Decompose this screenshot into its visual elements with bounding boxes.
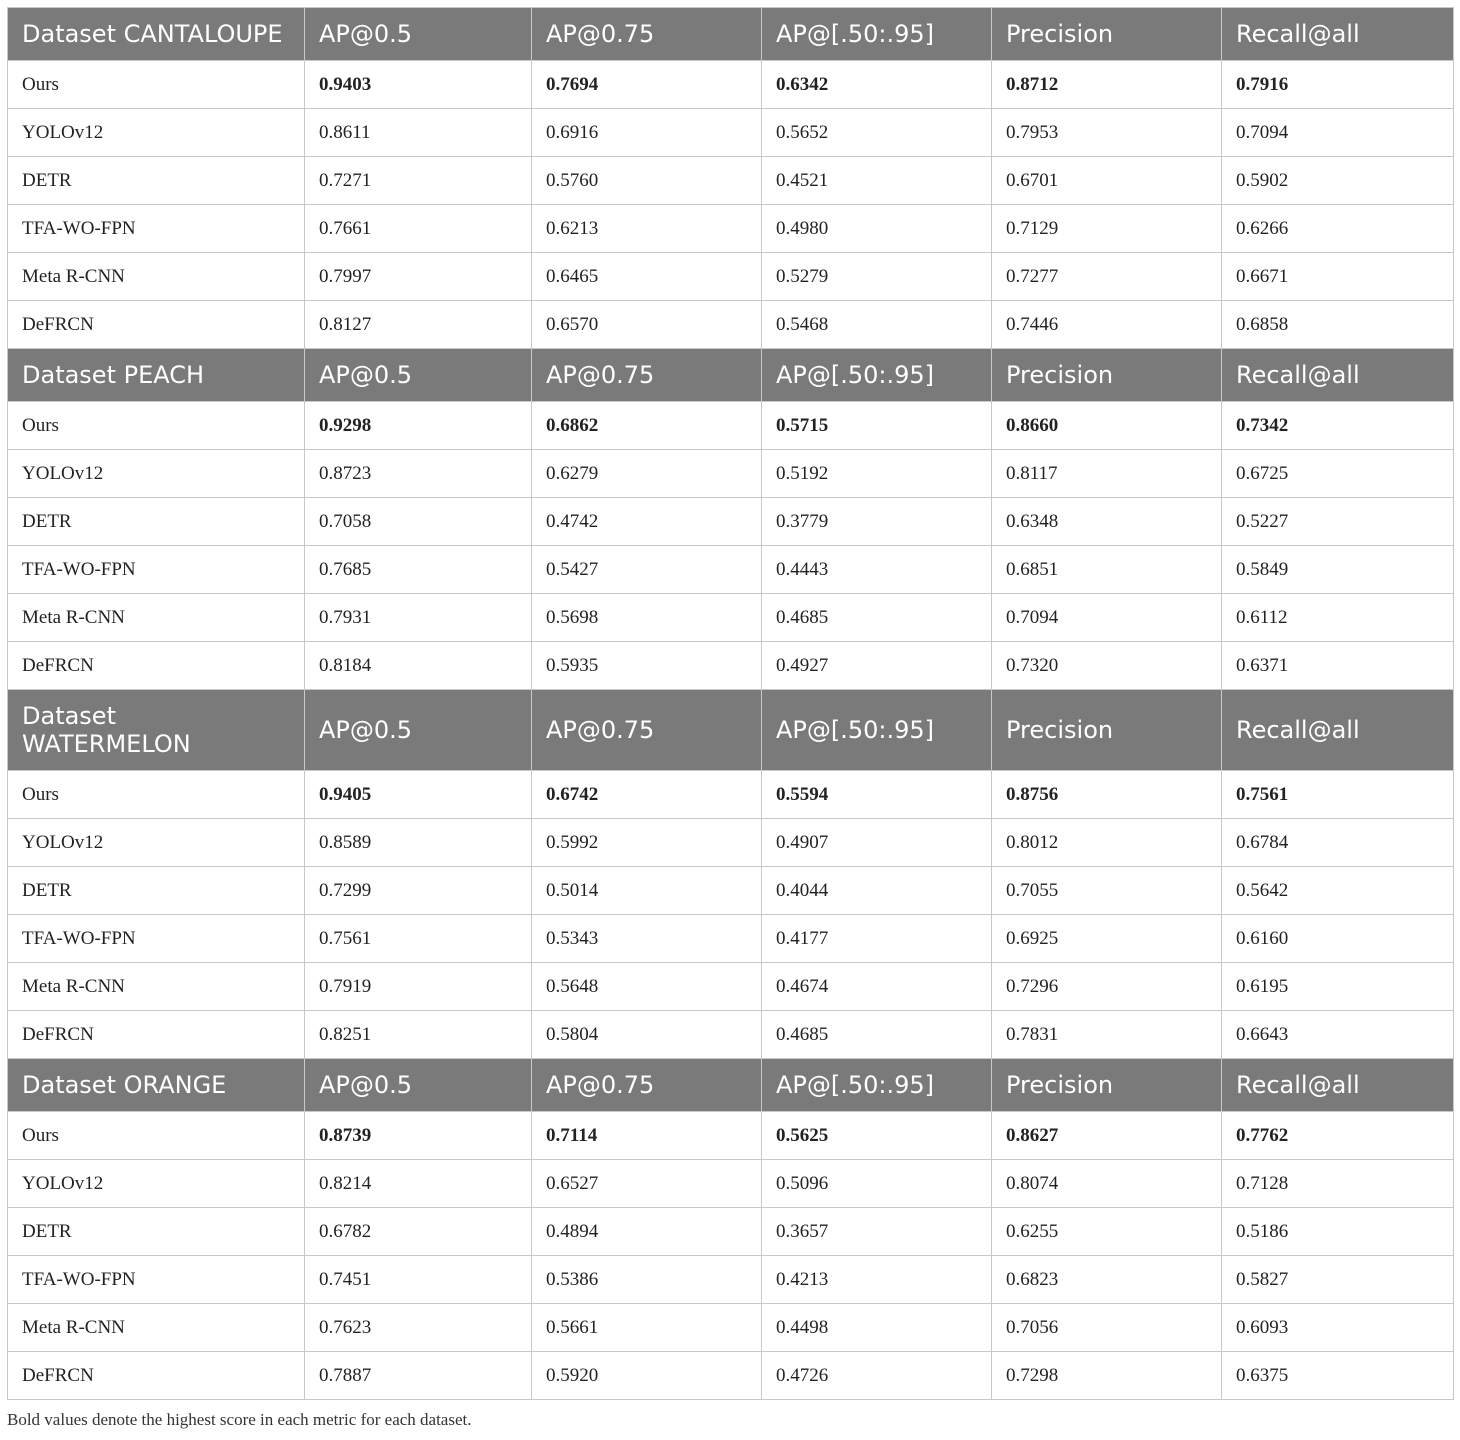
table-row <box>8 498 1454 546</box>
value-cell: 0.6342 <box>762 61 992 109</box>
value-cell: 0.5652 <box>762 109 992 157</box>
value-cell: 0.8184 <box>305 642 532 690</box>
value-cell: 0.4894 <box>532 1208 762 1256</box>
value-cell: 0.4674 <box>762 963 992 1011</box>
value-cell: 0.4685 <box>762 1011 992 1059</box>
value-cell: 0.7997 <box>305 253 532 301</box>
method-cell: Meta R-CNN <box>8 594 305 642</box>
value-cell: 0.7296 <box>992 963 1222 1011</box>
table-body <box>8 8 1454 1400</box>
table-row <box>8 867 1454 915</box>
value-cell: 0.6784 <box>1222 819 1454 867</box>
value-cell: 0.5992 <box>532 819 762 867</box>
table-row <box>8 109 1454 157</box>
value-cell: 0.5715 <box>762 402 992 450</box>
value-cell: 0.6465 <box>532 253 762 301</box>
column-header: Recall@all <box>1222 690 1454 771</box>
value-cell: 0.5014 <box>532 867 762 915</box>
value-cell: 0.7685 <box>305 546 532 594</box>
method-cell: DeFRCN <box>8 1352 305 1400</box>
value-cell: 0.8012 <box>992 819 1222 867</box>
table-row <box>8 963 1454 1011</box>
section-header-orange <box>8 1059 1454 1112</box>
value-cell: 0.6093 <box>1222 1304 1454 1352</box>
method-cell: DeFRCN <box>8 642 305 690</box>
value-cell: 0.4980 <box>762 205 992 253</box>
value-cell: 0.8660 <box>992 402 1222 450</box>
table-row <box>8 915 1454 963</box>
value-cell: 0.8739 <box>305 1112 532 1160</box>
value-cell: 0.6371 <box>1222 642 1454 690</box>
value-cell: 0.4927 <box>762 642 992 690</box>
dataset-label: Dataset CANTALOUPE <box>8 8 305 61</box>
value-cell: 0.5625 <box>762 1112 992 1160</box>
value-cell: 0.6671 <box>1222 253 1454 301</box>
value-cell: 0.6742 <box>532 771 762 819</box>
value-cell: 0.4726 <box>762 1352 992 1400</box>
value-cell: 0.9405 <box>305 771 532 819</box>
method-cell: TFA-WO-FPN <box>8 915 305 963</box>
section-header-peach <box>8 349 1454 402</box>
value-cell: 0.6195 <box>1222 963 1454 1011</box>
value-cell: 0.7271 <box>305 157 532 205</box>
column-header: Recall@all <box>1222 1059 1454 1112</box>
table-row <box>8 205 1454 253</box>
value-cell: 0.6782 <box>305 1208 532 1256</box>
value-cell: 0.5920 <box>532 1352 762 1400</box>
value-cell: 0.7320 <box>992 642 1222 690</box>
value-cell: 0.8127 <box>305 301 532 349</box>
value-cell: 0.5849 <box>1222 546 1454 594</box>
value-cell: 0.5804 <box>532 1011 762 1059</box>
value-cell: 0.4443 <box>762 546 992 594</box>
value-cell: 0.7451 <box>305 1256 532 1304</box>
method-cell: Meta R-CNN <box>8 253 305 301</box>
method-cell: TFA-WO-FPN <box>8 205 305 253</box>
value-cell: 0.7831 <box>992 1011 1222 1059</box>
section-header-watermelon <box>8 690 1454 771</box>
value-cell: 0.5427 <box>532 546 762 594</box>
value-cell: 0.6862 <box>532 402 762 450</box>
table-row <box>8 402 1454 450</box>
value-cell: 0.8611 <box>305 109 532 157</box>
value-cell: 0.7623 <box>305 1304 532 1352</box>
table-row <box>8 642 1454 690</box>
value-cell: 0.5192 <box>762 450 992 498</box>
value-cell: 0.5343 <box>532 915 762 963</box>
column-header: Precision <box>992 1059 1222 1112</box>
value-cell: 0.8214 <box>305 1160 532 1208</box>
value-cell: 0.6160 <box>1222 915 1454 963</box>
table-row <box>8 157 1454 205</box>
value-cell: 0.5661 <box>532 1304 762 1352</box>
value-cell: 0.6725 <box>1222 450 1454 498</box>
value-cell: 0.6255 <box>992 1208 1222 1256</box>
method-cell: YOLOv12 <box>8 450 305 498</box>
value-cell: 0.7128 <box>1222 1160 1454 1208</box>
table-row <box>8 1208 1454 1256</box>
column-header: AP@0.5 <box>305 8 532 61</box>
value-cell: 0.5386 <box>532 1256 762 1304</box>
table-row <box>8 594 1454 642</box>
value-cell: 0.5227 <box>1222 498 1454 546</box>
value-cell: 0.6823 <box>992 1256 1222 1304</box>
value-cell: 0.5827 <box>1222 1256 1454 1304</box>
value-cell: 0.6851 <box>992 546 1222 594</box>
value-cell: 0.7762 <box>1222 1112 1454 1160</box>
value-cell: 0.6858 <box>1222 301 1454 349</box>
value-cell: 0.7298 <box>992 1352 1222 1400</box>
table-row <box>8 771 1454 819</box>
method-cell: DETR <box>8 498 305 546</box>
value-cell: 0.7916 <box>1222 61 1454 109</box>
method-cell: YOLOv12 <box>8 109 305 157</box>
value-cell: 0.6570 <box>532 301 762 349</box>
column-header: AP@[.50:.95] <box>762 349 992 402</box>
value-cell: 0.6279 <box>532 450 762 498</box>
value-cell: 0.6527 <box>532 1160 762 1208</box>
column-header: AP@0.5 <box>305 690 532 771</box>
value-cell: 0.8756 <box>992 771 1222 819</box>
value-cell: 0.5760 <box>532 157 762 205</box>
column-header: Precision <box>992 349 1222 402</box>
value-cell: 0.8712 <box>992 61 1222 109</box>
value-cell: 0.4685 <box>762 594 992 642</box>
value-cell: 0.4521 <box>762 157 992 205</box>
value-cell: 0.6916 <box>532 109 762 157</box>
value-cell: 0.7953 <box>992 109 1222 157</box>
column-header: Precision <box>992 690 1222 771</box>
column-header: AP@0.75 <box>532 690 762 771</box>
method-cell: YOLOv12 <box>8 819 305 867</box>
value-cell: 0.7129 <box>992 205 1222 253</box>
value-cell: 0.4177 <box>762 915 992 963</box>
value-cell: 0.6112 <box>1222 594 1454 642</box>
column-header: AP@0.75 <box>532 349 762 402</box>
value-cell: 0.4742 <box>532 498 762 546</box>
value-cell: 0.7561 <box>305 915 532 963</box>
method-cell: DETR <box>8 867 305 915</box>
table-row <box>8 1304 1454 1352</box>
column-header: AP@[.50:.95] <box>762 690 992 771</box>
value-cell: 0.3657 <box>762 1208 992 1256</box>
value-cell: 0.9403 <box>305 61 532 109</box>
column-header: AP@[.50:.95] <box>762 1059 992 1112</box>
table-row <box>8 450 1454 498</box>
value-cell: 0.5902 <box>1222 157 1454 205</box>
value-cell: 0.7056 <box>992 1304 1222 1352</box>
value-cell: 0.8074 <box>992 1160 1222 1208</box>
table-row <box>8 1352 1454 1400</box>
value-cell: 0.7919 <box>305 963 532 1011</box>
results-table <box>7 7 1454 1400</box>
value-cell: 0.8251 <box>305 1011 532 1059</box>
value-cell: 0.7887 <box>305 1352 532 1400</box>
column-header: AP@0.75 <box>532 1059 762 1112</box>
value-cell: 0.5279 <box>762 253 992 301</box>
value-cell: 0.7094 <box>1222 109 1454 157</box>
value-cell: 0.4213 <box>762 1256 992 1304</box>
column-header: AP@[.50:.95] <box>762 8 992 61</box>
value-cell: 0.5698 <box>532 594 762 642</box>
table-row <box>8 61 1454 109</box>
value-cell: 0.4044 <box>762 867 992 915</box>
value-cell: 0.8589 <box>305 819 532 867</box>
table-row <box>8 253 1454 301</box>
value-cell: 0.7299 <box>305 867 532 915</box>
method-cell: Meta R-CNN <box>8 1304 305 1352</box>
value-cell: 0.7931 <box>305 594 532 642</box>
value-cell: 0.7055 <box>992 867 1222 915</box>
method-cell: YOLOv12 <box>8 1160 305 1208</box>
value-cell: 0.4498 <box>762 1304 992 1352</box>
method-cell: TFA-WO-FPN <box>8 1256 305 1304</box>
value-cell: 0.7661 <box>305 205 532 253</box>
value-cell: 0.7694 <box>532 61 762 109</box>
value-cell: 0.7561 <box>1222 771 1454 819</box>
value-cell: 0.5935 <box>532 642 762 690</box>
column-header: Precision <box>992 8 1222 61</box>
column-header: AP@0.5 <box>305 349 532 402</box>
value-cell: 0.5186 <box>1222 1208 1454 1256</box>
value-cell: 0.7277 <box>992 253 1222 301</box>
column-header: Recall@all <box>1222 349 1454 402</box>
method-cell: Ours <box>8 61 305 109</box>
value-cell: 0.9298 <box>305 402 532 450</box>
method-cell: TFA-WO-FPN <box>8 546 305 594</box>
value-cell: 0.6213 <box>532 205 762 253</box>
value-cell: 0.6925 <box>992 915 1222 963</box>
value-cell: 0.6701 <box>992 157 1222 205</box>
section-header-cantaloupe <box>8 8 1454 61</box>
method-cell: DETR <box>8 1208 305 1256</box>
method-cell: Ours <box>8 771 305 819</box>
method-cell: DeFRCN <box>8 301 305 349</box>
column-header: Recall@all <box>1222 8 1454 61</box>
table-row <box>8 546 1454 594</box>
value-cell: 0.6348 <box>992 498 1222 546</box>
table-footnote: Bold values denote the highest score in each metric for each dataset. <box>7 1410 472 1429</box>
table-row <box>8 1256 1454 1304</box>
table-row <box>8 1160 1454 1208</box>
table-row <box>8 1112 1454 1160</box>
value-cell: 0.5468 <box>762 301 992 349</box>
table-row <box>8 819 1454 867</box>
value-cell: 0.8627 <box>992 1112 1222 1160</box>
value-cell: 0.6643 <box>1222 1011 1454 1059</box>
dataset-label: Dataset PEACH <box>8 349 305 402</box>
value-cell: 0.5648 <box>532 963 762 1011</box>
value-cell: 0.7446 <box>992 301 1222 349</box>
value-cell: 0.7094 <box>992 594 1222 642</box>
value-cell: 0.3779 <box>762 498 992 546</box>
value-cell: 0.5642 <box>1222 867 1454 915</box>
method-cell: DeFRCN <box>8 1011 305 1059</box>
method-cell: DETR <box>8 157 305 205</box>
dataset-label: Dataset ORANGE <box>8 1059 305 1112</box>
value-cell: 0.8723 <box>305 450 532 498</box>
value-cell: 0.6375 <box>1222 1352 1454 1400</box>
value-cell: 0.5096 <box>762 1160 992 1208</box>
table-row <box>8 301 1454 349</box>
method-cell: Ours <box>8 1112 305 1160</box>
value-cell: 0.8117 <box>992 450 1222 498</box>
value-cell: 0.4907 <box>762 819 992 867</box>
value-cell: 0.7058 <box>305 498 532 546</box>
value-cell: 0.6266 <box>1222 205 1454 253</box>
method-cell: Meta R-CNN <box>8 963 305 1011</box>
value-cell: 0.7114 <box>532 1112 762 1160</box>
value-cell: 0.5594 <box>762 771 992 819</box>
dataset-label: Dataset WATERMELON <box>8 690 305 771</box>
table-row <box>8 1011 1454 1059</box>
value-cell: 0.7342 <box>1222 402 1454 450</box>
column-header: AP@0.75 <box>532 8 762 61</box>
column-header: AP@0.5 <box>305 1059 532 1112</box>
method-cell: Ours <box>8 402 305 450</box>
